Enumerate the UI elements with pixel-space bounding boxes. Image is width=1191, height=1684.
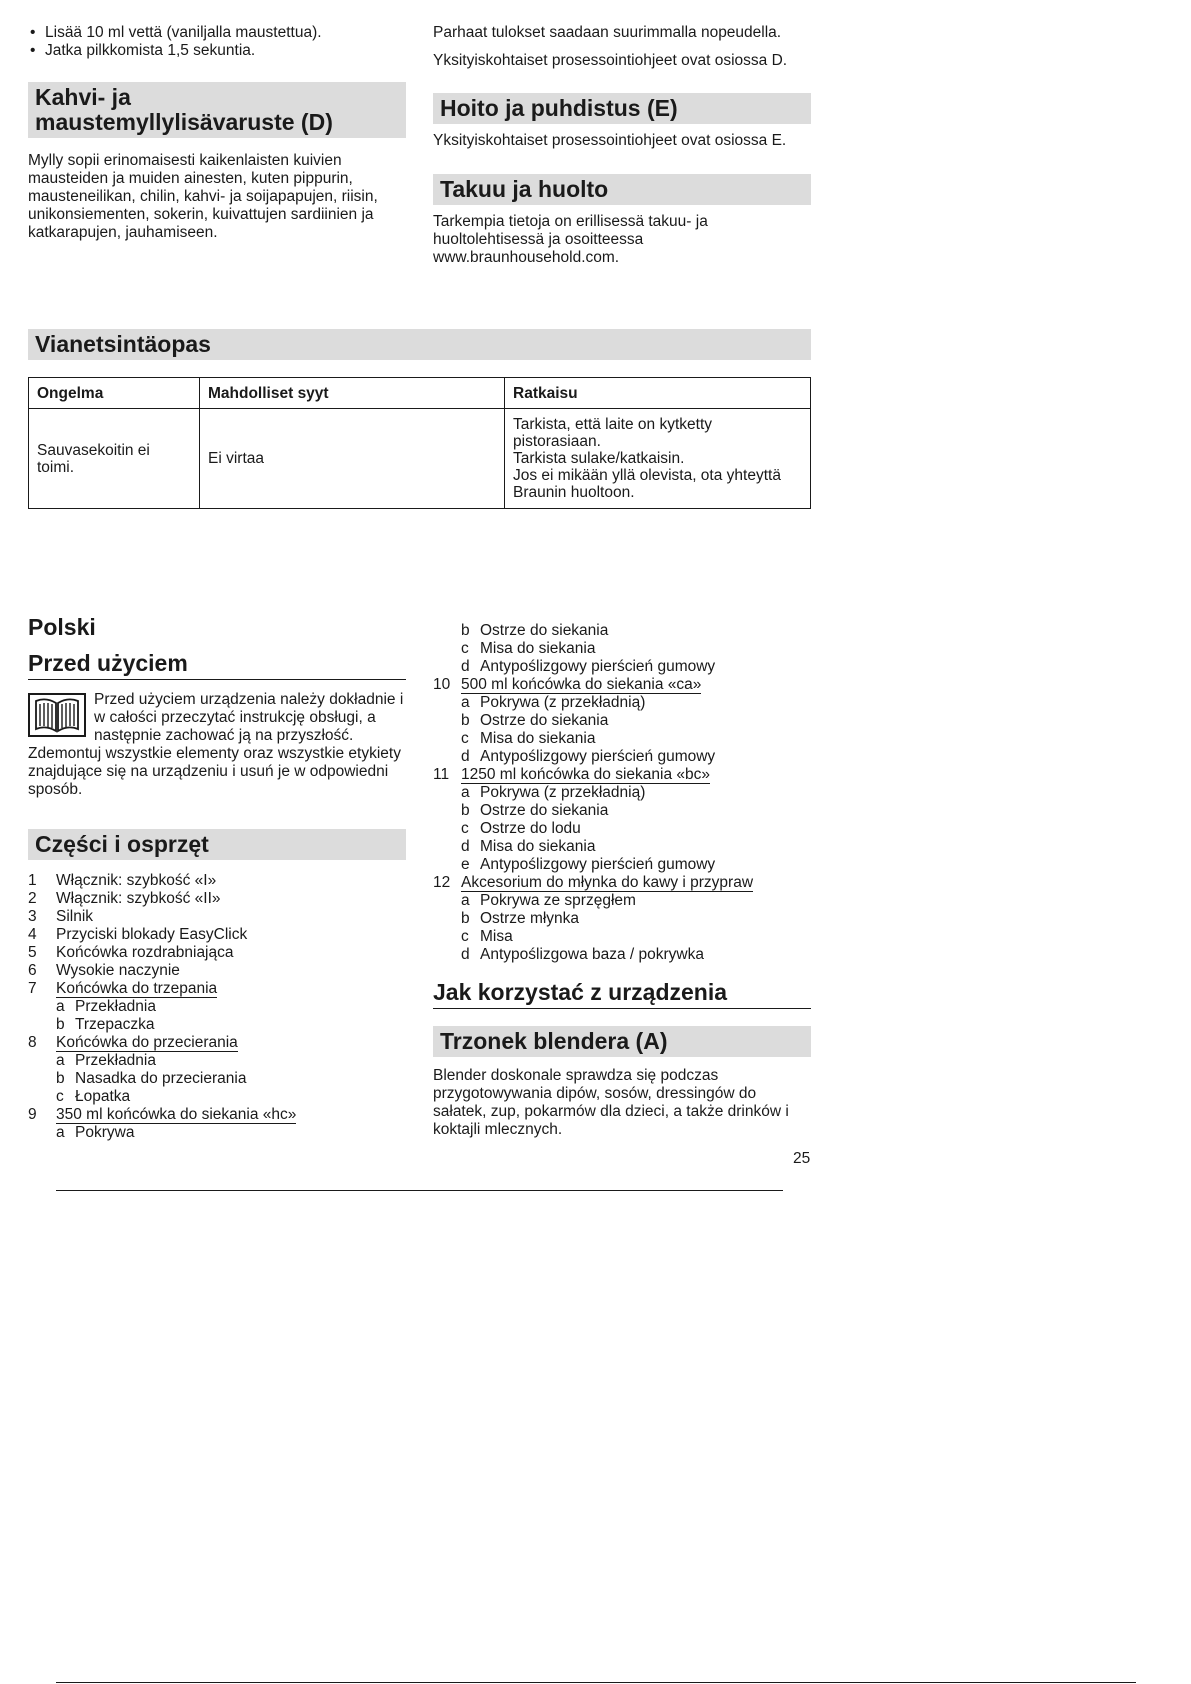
parts-subitem-letter: c xyxy=(461,640,469,657)
instruction-book-icon xyxy=(28,693,86,737)
parts-subitem xyxy=(461,712,811,730)
table-header-solution: Ratkaisu xyxy=(505,378,811,409)
parts-subitem xyxy=(461,748,811,766)
parts-item xyxy=(28,1034,406,1052)
parts-item xyxy=(433,676,811,694)
parts-item-number: 3 xyxy=(28,908,37,925)
parts-subitem xyxy=(461,658,811,676)
pl-blender-heading: Trzonek blendera (A) xyxy=(433,1026,811,1057)
parts-subitem xyxy=(461,784,811,802)
parts-subitem-letter: d xyxy=(461,658,470,675)
table-row xyxy=(29,409,811,509)
parts-subitem-label: Pokrywa xyxy=(75,1124,135,1141)
parts-subitem xyxy=(461,892,811,910)
parts-item xyxy=(28,926,406,944)
parts-subitem-label: Przekładnia xyxy=(75,998,156,1015)
parts-subitem-label: Misa do siekania xyxy=(480,730,596,747)
fi-care-heading: Hoito ja puhdistus (E) xyxy=(433,93,811,124)
parts-subitem-label: Ostrze do siekania xyxy=(480,802,609,819)
parts-subitem xyxy=(461,838,811,856)
table-header-cause: Mahdolliset syyt xyxy=(200,378,505,409)
fi-instructions-e: Yksityiskohtaiset prosessointiohjeet ovat osiossa E. xyxy=(433,132,787,149)
fi-troubleshoot-heading: Vianetsintäopas xyxy=(28,329,811,360)
parts-subitem-letter: b xyxy=(56,1016,65,1033)
fi-best-results: Parhaat tulokset saadaan suurimmalla nopeudella. xyxy=(433,24,782,41)
fi-coffee-heading-line2: maustemyllylisävaruste (D) xyxy=(35,109,333,135)
table-cell-problem: Sauvasekoitin ei toimi. xyxy=(29,409,200,509)
fi-bullet-2: • Jatka pilkkomista 1,5 sekuntia. xyxy=(28,42,406,60)
table-cell-cause: Ei virtaa xyxy=(200,409,505,509)
parts-subitem-label: Pokrywa (z przekładnią) xyxy=(480,784,646,801)
pl-before-use-heading: Przed użyciem xyxy=(28,650,406,680)
parts-subitem xyxy=(461,622,811,640)
parts-subitem xyxy=(461,856,811,874)
fi-right-column xyxy=(433,24,811,267)
parts-subitem-letter: a xyxy=(461,892,470,909)
pl-parts-heading: Części i osprzęt xyxy=(28,829,406,860)
solution-line-3: Jos ei mikään yllä olevista, ota yhteyttä Braunin huoltoon. xyxy=(513,467,781,501)
pl-before-use-block xyxy=(28,691,406,799)
fi-left-column xyxy=(28,24,406,242)
parts-subitem-label: Łopatka xyxy=(75,1088,131,1105)
parts-subitem-label: Przekładnia xyxy=(75,1052,156,1069)
parts-subitem xyxy=(56,1124,406,1142)
parts-item-label: Akcesorium do młynka do kawy i przypraw xyxy=(461,874,754,891)
parts-subitem xyxy=(461,928,811,946)
pl-language-heading: Polski xyxy=(28,614,96,640)
parts-subitem-label: Pokrywa (z przekładnią) xyxy=(480,694,646,711)
parts-subitem xyxy=(461,820,811,838)
parts-item-number: 12 xyxy=(433,874,451,891)
parts-subitem-label: Nasadka do przecierania xyxy=(75,1070,247,1087)
pl-how-to-use-heading: Jak korzystać z urządzenia xyxy=(433,979,811,1009)
parts-item-number: 2 xyxy=(28,890,37,907)
parts-item-number: 8 xyxy=(28,1034,37,1051)
parts-item-number: 4 xyxy=(28,926,37,943)
parts-item-label: Końcówka do przecierania xyxy=(56,1034,238,1051)
parts-subitem-letter: d xyxy=(461,748,470,765)
parts-subitem xyxy=(461,802,811,820)
pl-blender-text: Blender doskonale sprawdza się podczas przygotowywania dipów, sosów, dressingów do sałatek, zup, pokarmów dla dzieci, a także drinków i koktajli mlecznych. xyxy=(433,1067,789,1138)
parts-item xyxy=(28,944,406,962)
fi-coffee-heading xyxy=(28,82,406,138)
parts-subitem-label: Antypoślizgowy pierścień gumowy xyxy=(480,748,716,765)
fi-coffee-text: Mylly sopii erinomaisesti kaikenlaisten kuivien mausteiden ja muiden ainesten, kuten pippurin, mausteneilikan, chilin, kahvi- ja soijapapujen, riisin, unikonsiementen, sokerin, kuivattujen sardiinien ja katkarapujen, jauhamiseen. xyxy=(28,152,378,241)
fi-coffee-heading-line1: Kahvi- ja xyxy=(35,84,131,110)
pl-parts-list-left xyxy=(28,872,406,1142)
parts-subitem-label: Ostrze do lodu xyxy=(480,820,581,837)
parts-item-number: 5 xyxy=(28,944,37,961)
parts-item-label: Przyciski blokady EasyClick xyxy=(56,926,248,943)
parts-subitem-label: Trzepaczka xyxy=(75,1016,155,1033)
pl-parts-list-right xyxy=(433,622,811,964)
parts-subitem-label: Misa xyxy=(480,928,513,945)
parts-item xyxy=(28,890,406,908)
parts-subitem-letter: b xyxy=(461,712,470,729)
parts-subitem-label: Misa do siekania xyxy=(480,640,596,657)
parts-subitem-letter: d xyxy=(461,946,470,963)
parts-subitem-letter: b xyxy=(461,910,470,927)
table-cell-solution xyxy=(505,409,811,509)
parts-subitem-letter: b xyxy=(56,1070,65,1087)
parts-item-number: 7 xyxy=(28,980,37,997)
solution-line-2: Tarkista sulake/katkaisin. xyxy=(513,450,685,467)
pl-before-use-text: Przed użyciem urządzenia należy dokładnie i w całości przeczytać instrukcję obsługi, a następnie zachować ją na przyszłość. Zdemontuj wszystkie elementy oraz wszystkie etykiety znajdujące się na urządzeniu i usuń je w odpowiedni sposób. xyxy=(28,691,404,798)
parts-item-number: 9 xyxy=(28,1106,37,1123)
parts-subitem xyxy=(56,998,406,1016)
parts-item-label: 1250 ml końcówka do siekania «bc» xyxy=(461,766,711,783)
parts-subitem-label: Antypoślizgowa baza / pokrywka xyxy=(480,946,705,963)
parts-item-number: 10 xyxy=(433,676,451,693)
bottom-rule xyxy=(56,1682,1136,1683)
parts-item-label: Końcówka do trzepania xyxy=(56,980,218,997)
fi-bullet-list xyxy=(28,24,406,60)
parts-item-number: 6 xyxy=(28,962,37,979)
parts-subitem-letter: a xyxy=(56,998,65,1015)
pl-right-column xyxy=(433,622,811,1139)
parts-subitem-letter: e xyxy=(461,856,470,873)
parts-subitem-letter: a xyxy=(56,1124,65,1141)
fi-warranty-heading: Takuu ja huolto xyxy=(433,174,811,205)
parts-item xyxy=(28,980,406,998)
table-header-row xyxy=(29,378,811,409)
fi-instructions-d: Yksityiskohtaiset prosessointiohjeet ovat osiossa D. xyxy=(433,52,788,69)
parts-subitem-letter: a xyxy=(56,1052,65,1069)
parts-subitem-label: Antypoślizgowy pierścień gumowy xyxy=(480,658,716,675)
parts-subitem-label: Antypoślizgowy pierścień gumowy xyxy=(480,856,716,873)
parts-subitem-label: Ostrze do siekania xyxy=(480,622,609,639)
parts-subitem xyxy=(461,946,811,964)
parts-item xyxy=(28,962,406,980)
parts-item-label: Wysokie naczynie xyxy=(56,962,180,979)
parts-item-label: 500 ml końcówka do siekania «ca» xyxy=(461,676,702,693)
fi-troubleshoot-table xyxy=(28,377,811,509)
fi-bullet-1: • Lisää 10 ml vettä (vaniljalla maustettua). xyxy=(28,24,406,42)
parts-subitem-letter: c xyxy=(461,730,469,747)
parts-subitem-letter: a xyxy=(461,694,470,711)
parts-item-label: Silnik xyxy=(56,908,94,925)
parts-subitem-letter: d xyxy=(461,838,470,855)
parts-item-label: Włącznik: szybkość «II» xyxy=(56,890,221,907)
parts-subitem-letter: c xyxy=(461,820,469,837)
parts-subitem xyxy=(56,1070,406,1088)
parts-subitem-letter: b xyxy=(461,802,470,819)
fi-warranty-text: Tarkempia tietoja on erillisessä takuu- ja huoltolehtisessä ja osoitteessa www.braunhousehold.com. xyxy=(433,213,708,266)
parts-subitem-label: Ostrze młynka xyxy=(480,910,580,927)
parts-subitem xyxy=(56,1052,406,1070)
parts-subitem xyxy=(56,1088,406,1106)
parts-subitem-letter: c xyxy=(461,928,469,945)
parts-subitem-label: Misa do siekania xyxy=(480,838,596,855)
parts-item xyxy=(28,1106,406,1124)
footer-rule xyxy=(56,1190,783,1191)
parts-subitem xyxy=(461,730,811,748)
fi-troubleshoot-section xyxy=(28,329,811,509)
pl-left-column xyxy=(28,614,406,1142)
parts-subitem-letter: a xyxy=(461,784,470,801)
parts-subitem-letter: b xyxy=(461,622,470,639)
parts-item-label: 350 ml końcówka do siekania «hc» xyxy=(56,1106,297,1123)
page-number: 25 xyxy=(793,1150,811,1167)
parts-item xyxy=(28,908,406,926)
solution-line-1: Tarkista, että laite on kytketty pistorasiaan. xyxy=(513,416,713,450)
parts-item xyxy=(433,766,811,784)
parts-subitem xyxy=(461,694,811,712)
parts-item-number: 11 xyxy=(433,766,450,783)
table-header-problem: Ongelma xyxy=(29,378,200,409)
parts-item xyxy=(28,872,406,890)
parts-item-label: Włącznik: szybkość «I» xyxy=(56,872,217,889)
parts-item-number: 1 xyxy=(28,872,37,889)
parts-subitem-label: Pokrywa ze sprzęgłem xyxy=(480,892,636,909)
parts-item xyxy=(433,874,811,892)
parts-item-label: Końcówka rozdrabniająca xyxy=(56,944,234,961)
parts-subitem-letter: c xyxy=(56,1088,64,1105)
parts-subitem xyxy=(461,640,811,658)
parts-subitem xyxy=(56,1016,406,1034)
parts-subitem xyxy=(461,910,811,928)
parts-subitem-label: Ostrze do siekania xyxy=(480,712,609,729)
